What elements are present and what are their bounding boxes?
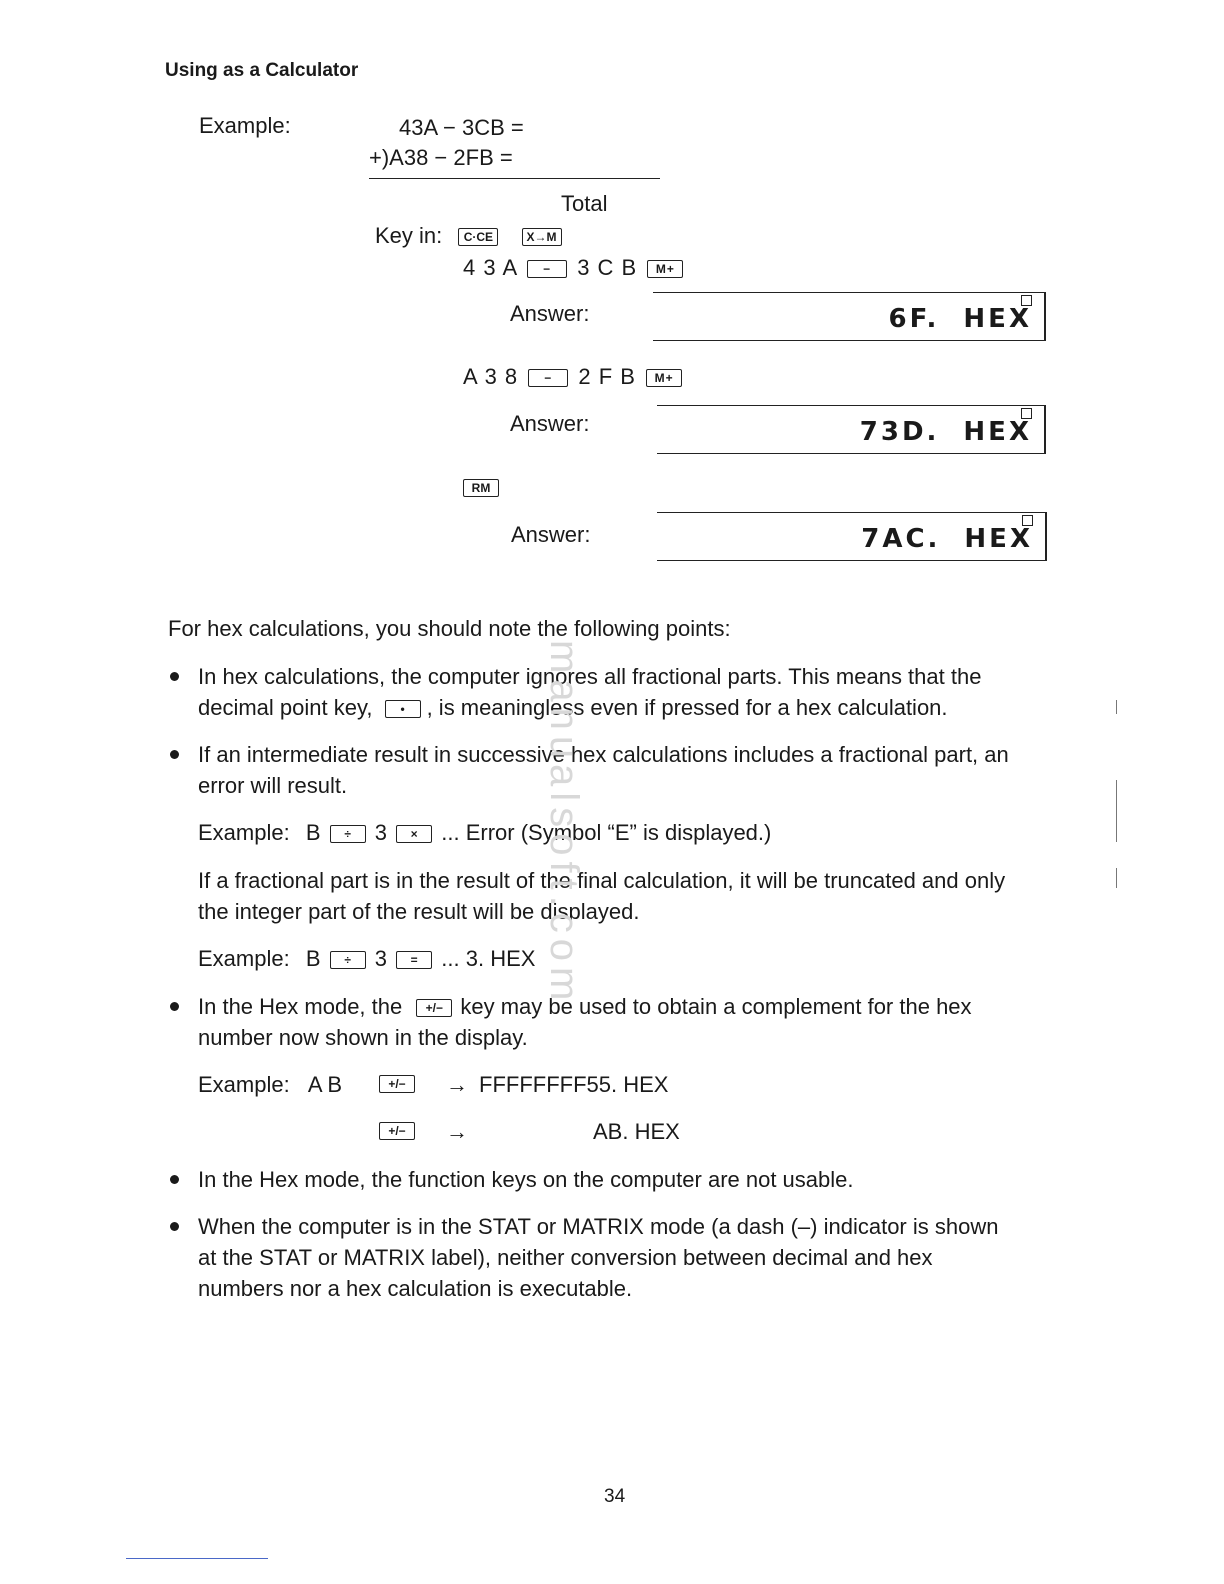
bullet-icon xyxy=(170,672,179,681)
x-to-m-key: X→M xyxy=(522,228,562,246)
example-label: Example: xyxy=(199,113,291,138)
equals-key: = xyxy=(396,951,432,969)
bullet-5-text xyxy=(198,1211,1050,1304)
display-2-value: 73D. xyxy=(859,417,940,447)
step1-keys xyxy=(463,255,686,281)
bullet-icon xyxy=(170,1222,179,1231)
bullet-5-line-3: numbers nor a hex calculation is executable. xyxy=(198,1276,633,1301)
page-number: 34 xyxy=(604,1486,626,1507)
bullet-2-para-line-1: If a fractional part is in the result of the final calculation, it will be truncated and only xyxy=(198,868,1006,893)
divide-key: ÷ xyxy=(330,825,366,843)
bullet-2-text xyxy=(198,739,1050,801)
arrow-2: → xyxy=(446,1119,468,1144)
bullet-3-example xyxy=(198,1072,342,1098)
edge-mark xyxy=(1116,780,1117,842)
bullet-icon xyxy=(170,1002,179,1011)
multiply-key: × xyxy=(396,825,432,843)
display-2 xyxy=(657,405,1046,454)
watermark: manualsoft.com xyxy=(542,640,586,1007)
display-3-value: 7AC. xyxy=(861,524,941,554)
example-result-1: FFFFFFFF55. HEX xyxy=(479,1072,669,1097)
example-operand: 3 xyxy=(374,946,388,971)
bullet-icon xyxy=(170,750,179,759)
problem-line-1: 43A − 3CB = xyxy=(399,115,524,140)
bullet-1-line-2-post: , is meaningless even if pressed for a hex calculation. xyxy=(426,695,948,720)
step2-keys xyxy=(463,364,685,390)
bullet-2-example-1 xyxy=(198,820,771,846)
section-heading: Using as a Calculator xyxy=(165,60,359,81)
notes-intro: For hex calculations, you should note the following points: xyxy=(168,616,731,641)
bullet-3-line-1 xyxy=(198,991,1050,1022)
step3-keys xyxy=(463,474,502,500)
step1-seq-before: 4 3 A xyxy=(463,255,517,280)
arrow-1: → xyxy=(446,1072,468,1097)
bullet-icon xyxy=(170,1175,179,1184)
example-operand: B xyxy=(305,946,321,971)
example-label: Example: xyxy=(198,1072,290,1097)
key-in-label: Key in: xyxy=(375,223,443,248)
step2-seq-after: 2 F B xyxy=(578,364,636,389)
answer-label-2: Answer: xyxy=(510,411,590,436)
rm-key: RM xyxy=(463,479,499,497)
m-plus-key: M+ xyxy=(646,369,682,387)
bullet-3-line-1-post: key may be used to obtain a complement for the hex xyxy=(460,994,972,1019)
edge-mark xyxy=(1116,868,1117,888)
bullet-1-line-1: In hex calculations, the computer ignores all fractional parts. This means that the xyxy=(198,664,982,689)
bullet-2-example-2 xyxy=(198,946,535,972)
example-operand: A B xyxy=(307,1072,343,1097)
example-result: ... 3. HEX xyxy=(441,946,536,971)
edge-mark xyxy=(1116,700,1117,714)
answer-label-3: Answer: xyxy=(511,522,591,547)
example-label: Example: xyxy=(198,946,290,971)
plus-minus-key: +/− xyxy=(379,1122,415,1140)
bullet-5-line-2: at the STAT or MATRIX label), neither conversion between decimal and hex xyxy=(198,1245,933,1270)
problem-line-2: +)A38 − 2FB = xyxy=(369,145,513,170)
display-1-value: 6F. xyxy=(888,304,940,334)
example-label: Example: xyxy=(198,820,290,845)
bullet-3-text xyxy=(198,991,1050,1053)
bullet-1-line-2-pre: decimal point key, xyxy=(198,695,373,720)
minus-key: − xyxy=(528,369,568,387)
bullet-1-line-2 xyxy=(198,692,1050,723)
display-3-unit: HEX xyxy=(964,524,1033,554)
plus-minus-key: +/− xyxy=(416,999,452,1017)
decimal-point-key: • xyxy=(385,700,421,718)
m-plus-key: M+ xyxy=(647,260,683,278)
bullet-3-line-1-pre: In the Hex mode, the xyxy=(198,994,403,1019)
step1-seq-after: 3 C B xyxy=(577,255,638,280)
bullet-2-line-2: error will result. xyxy=(198,773,348,798)
plus-minus-key: +/− xyxy=(379,1075,415,1093)
display-1 xyxy=(653,292,1046,341)
bullet-2-paragraph xyxy=(198,865,1050,927)
bullet-3-line-2: number now shown in the display. xyxy=(198,1025,528,1050)
step2-seq-before: A 3 8 xyxy=(463,364,519,389)
key-in-row xyxy=(375,223,565,249)
bullet-2-line-1: If an intermediate result in successive hex calculations includes a fractional part, an xyxy=(198,742,1009,767)
total-label: Total xyxy=(561,191,608,216)
example-operand: B xyxy=(305,820,321,845)
example-result-2: AB. HEX xyxy=(593,1119,680,1144)
answer-label-1: Answer: xyxy=(510,301,590,326)
bullet-4-text: In the Hex mode, the function keys on the computer are not usable. xyxy=(198,1167,854,1192)
bullet-2-para-line-2: the integer part of the result will be displayed. xyxy=(198,899,640,924)
display-3 xyxy=(657,512,1047,561)
footer-rule xyxy=(126,1558,268,1559)
bullet-5-line-1: When the computer is in the STAT or MATRIX mode (a dash (–) indicator is shown xyxy=(198,1214,999,1239)
minus-key: − xyxy=(527,260,567,278)
display-1-unit: HEX xyxy=(963,304,1032,334)
display-2-unit: HEX xyxy=(963,417,1032,447)
bullet-1-text xyxy=(198,661,1050,723)
divide-key: ÷ xyxy=(330,951,366,969)
sum-rule xyxy=(369,178,660,179)
example-result: ... Error (Symbol “E” is displayed.) xyxy=(441,820,772,845)
example-operand: 3 xyxy=(374,820,388,845)
c-ce-key: C·CE xyxy=(458,228,498,246)
